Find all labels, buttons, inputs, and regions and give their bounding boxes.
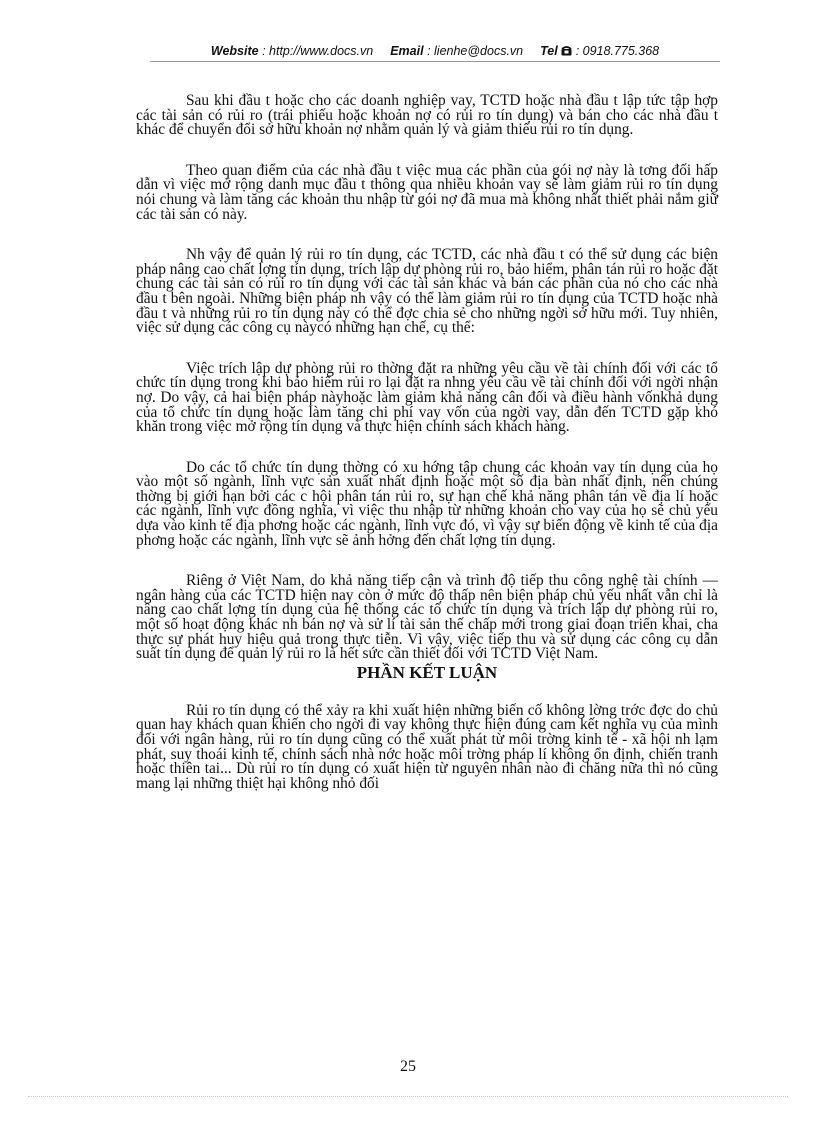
paragraph: Nh vậy để quản lý rủi ro tín dụng, các TCTD, các nhà đầu t có thể sử dụng các biện pháp nâng cao chất lợng tín dụng, trích lập dự phòng rủi ro, bảo hiểm, phân tán rủi ro hoặc đặt chung các tài sản có rủi ro tín dụng với các tài sản khác và bán các phần của nó cho các nhà đầu t bên ngoài. Những biện pháp nh vậy có thể làm giảm rủi ro tín dụng của TCTD hoặc nhà đầu t và những rủi ro tín dụng này có thể đợc chia sẻ cho những ngời sở hữu mới. Tuy nhiên, việc sử dụng các công cụ nàycó những hạn chế, cụ thể: — [136, 246, 718, 337]
paragraph: Sau khi đầu t hoặc cho các doanh nghiệp vay, TCTD hoặc nhà đầu t lập tức tập hợp các tài sản có rủi ro (trái phiếu hoặc khoản nợ có rủi ro tín dụng) và bán cho các nhà đầu t khác để chuyển đổi sở hữu khoản nợ nhằm quản lý và giảm thiểu rủi ro tín dụng. — [136, 92, 718, 139]
document-body — [136, 94, 718, 817]
paragraph: Việc trích lập dự phòng rủi ro thờng đặt ra những yêu cầu về tài chính đối với các tổ chức tín dụng trong khi bảo hiểm rủi ro lại đặt ra nhng yêu cầu về tài chính đối với ngời nhận nợ. Do vậy, cả hai biện pháp nàyhoặc làm giảm khả năng cân đối và điều hành vốnkhả dụng của tổ chức tín dụng hoặc làm tăng chi phí vay vốn của ngời vay, dẫn đến TCTD gặp khó khăn trong việc mở rộng tín dụng và thực hiện chính sách khách hàng. — [136, 359, 718, 436]
email-label: Email — [390, 44, 424, 58]
tel-label: Tel — [540, 44, 558, 58]
website-label: Website — [210, 44, 259, 58]
paragraph: Do các tổ chức tín dụng thờng có xu hớng tập chung các khoản vay tín dụng của họ vào một số ngành, lĩnh vực sản xuất nhất định hoặc một số địa bàn nhất định, nên chúng thờng bị giới hạn bởi các c hội phân tán rủi ro, sự hạn chế khả năng phân tán về địa lí hoặc các ngành, lĩnh vực đồng nghĩa, vì việc thu nhập từ những khoản cho vay của họ sẽ chủ yếu dựa vào kinh tế địa phơng hoặc các ngành, lĩnh vực đó, vì vậy sự biến động về kinh tế của địa phơng hoặc các ngành, lĩnh vực sẽ ảnh hởng đến chất lợng tín dụng. — [136, 458, 718, 549]
paragraph: Riêng ở Việt Nam, do khả năng tiếp cận và trình độ tiếp thu công nghệ tài chính — ngân hàng của các TCTD hiện nay còn ở mức độ thấp nên biện pháp chủ yếu nhất vẫn chỉ là nâng cao chất lợng tín dụng của hệ thống các tổ chức tín dụng và trích lập dự phòng rủi ro, một số hoạt động khác nh bán nợ và sử lí tài sản thế chấp mới trong giai đoạn triển khai, cha thực sự phát huy hiệu quả trong thực tiễn. Vì vậy, việc tiếp thu và sử dụng các công cụ dẫn suất tín dụng để quản lý rủi ro là hết sức cần thiết đối với TCTD Việt Nam. — [136, 572, 718, 663]
phone-icon — [561, 44, 575, 58]
email-value: : lienhe@docs.vn — [427, 44, 524, 58]
conclusion-paragraph: Rủi ro tín dụng có thể xảy ra khi xuất hiện những biến cố không lờng trớc đợc do chủ quan hay khách quan khiến cho ngời đi vay không thực hiện đúng cam kết nghĩa vụ của mình đối với ngân hàng, rủi ro tín dụng cũng có thể xuất phát từ môi trờng kinh tế - xã hội nh lạm phát, suy thoái kinh tế, chính sách nhà nớc hoặc môi trờng pháp lí không ổn định, chiến tranh hoặc thiên tai... Dù rủi ro tín dụng có xuất hiện từ nguyên nhân nào đi chăng nữa thì nó cũng mang lại những thiệt hại không nhỏ đối — [136, 701, 718, 792]
page-header — [150, 44, 720, 62]
website-value: : http://www.docs.vn — [262, 44, 374, 58]
page-number: 25 — [400, 1058, 416, 1075]
footer-divider — [28, 1096, 788, 1097]
paragraph: Theo quan điểm của các nhà đầu t việc mua các phần của gói nợ này là tơng đối hấp dẫn vì việc mở rộng danh mục đầu t thông qua nhiều khoản vay sẽ làm giảm rủi ro tín dụng nói chung và làm tăng các khoản thu nhập từ gói nợ đã mua mà không nhất thiết phải nắm giữ các tài sản có này. — [136, 161, 718, 223]
section-title: PHẦN KẾT LUẬN — [356, 662, 498, 682]
tel-value: : 0918.775.368 — [575, 44, 660, 58]
